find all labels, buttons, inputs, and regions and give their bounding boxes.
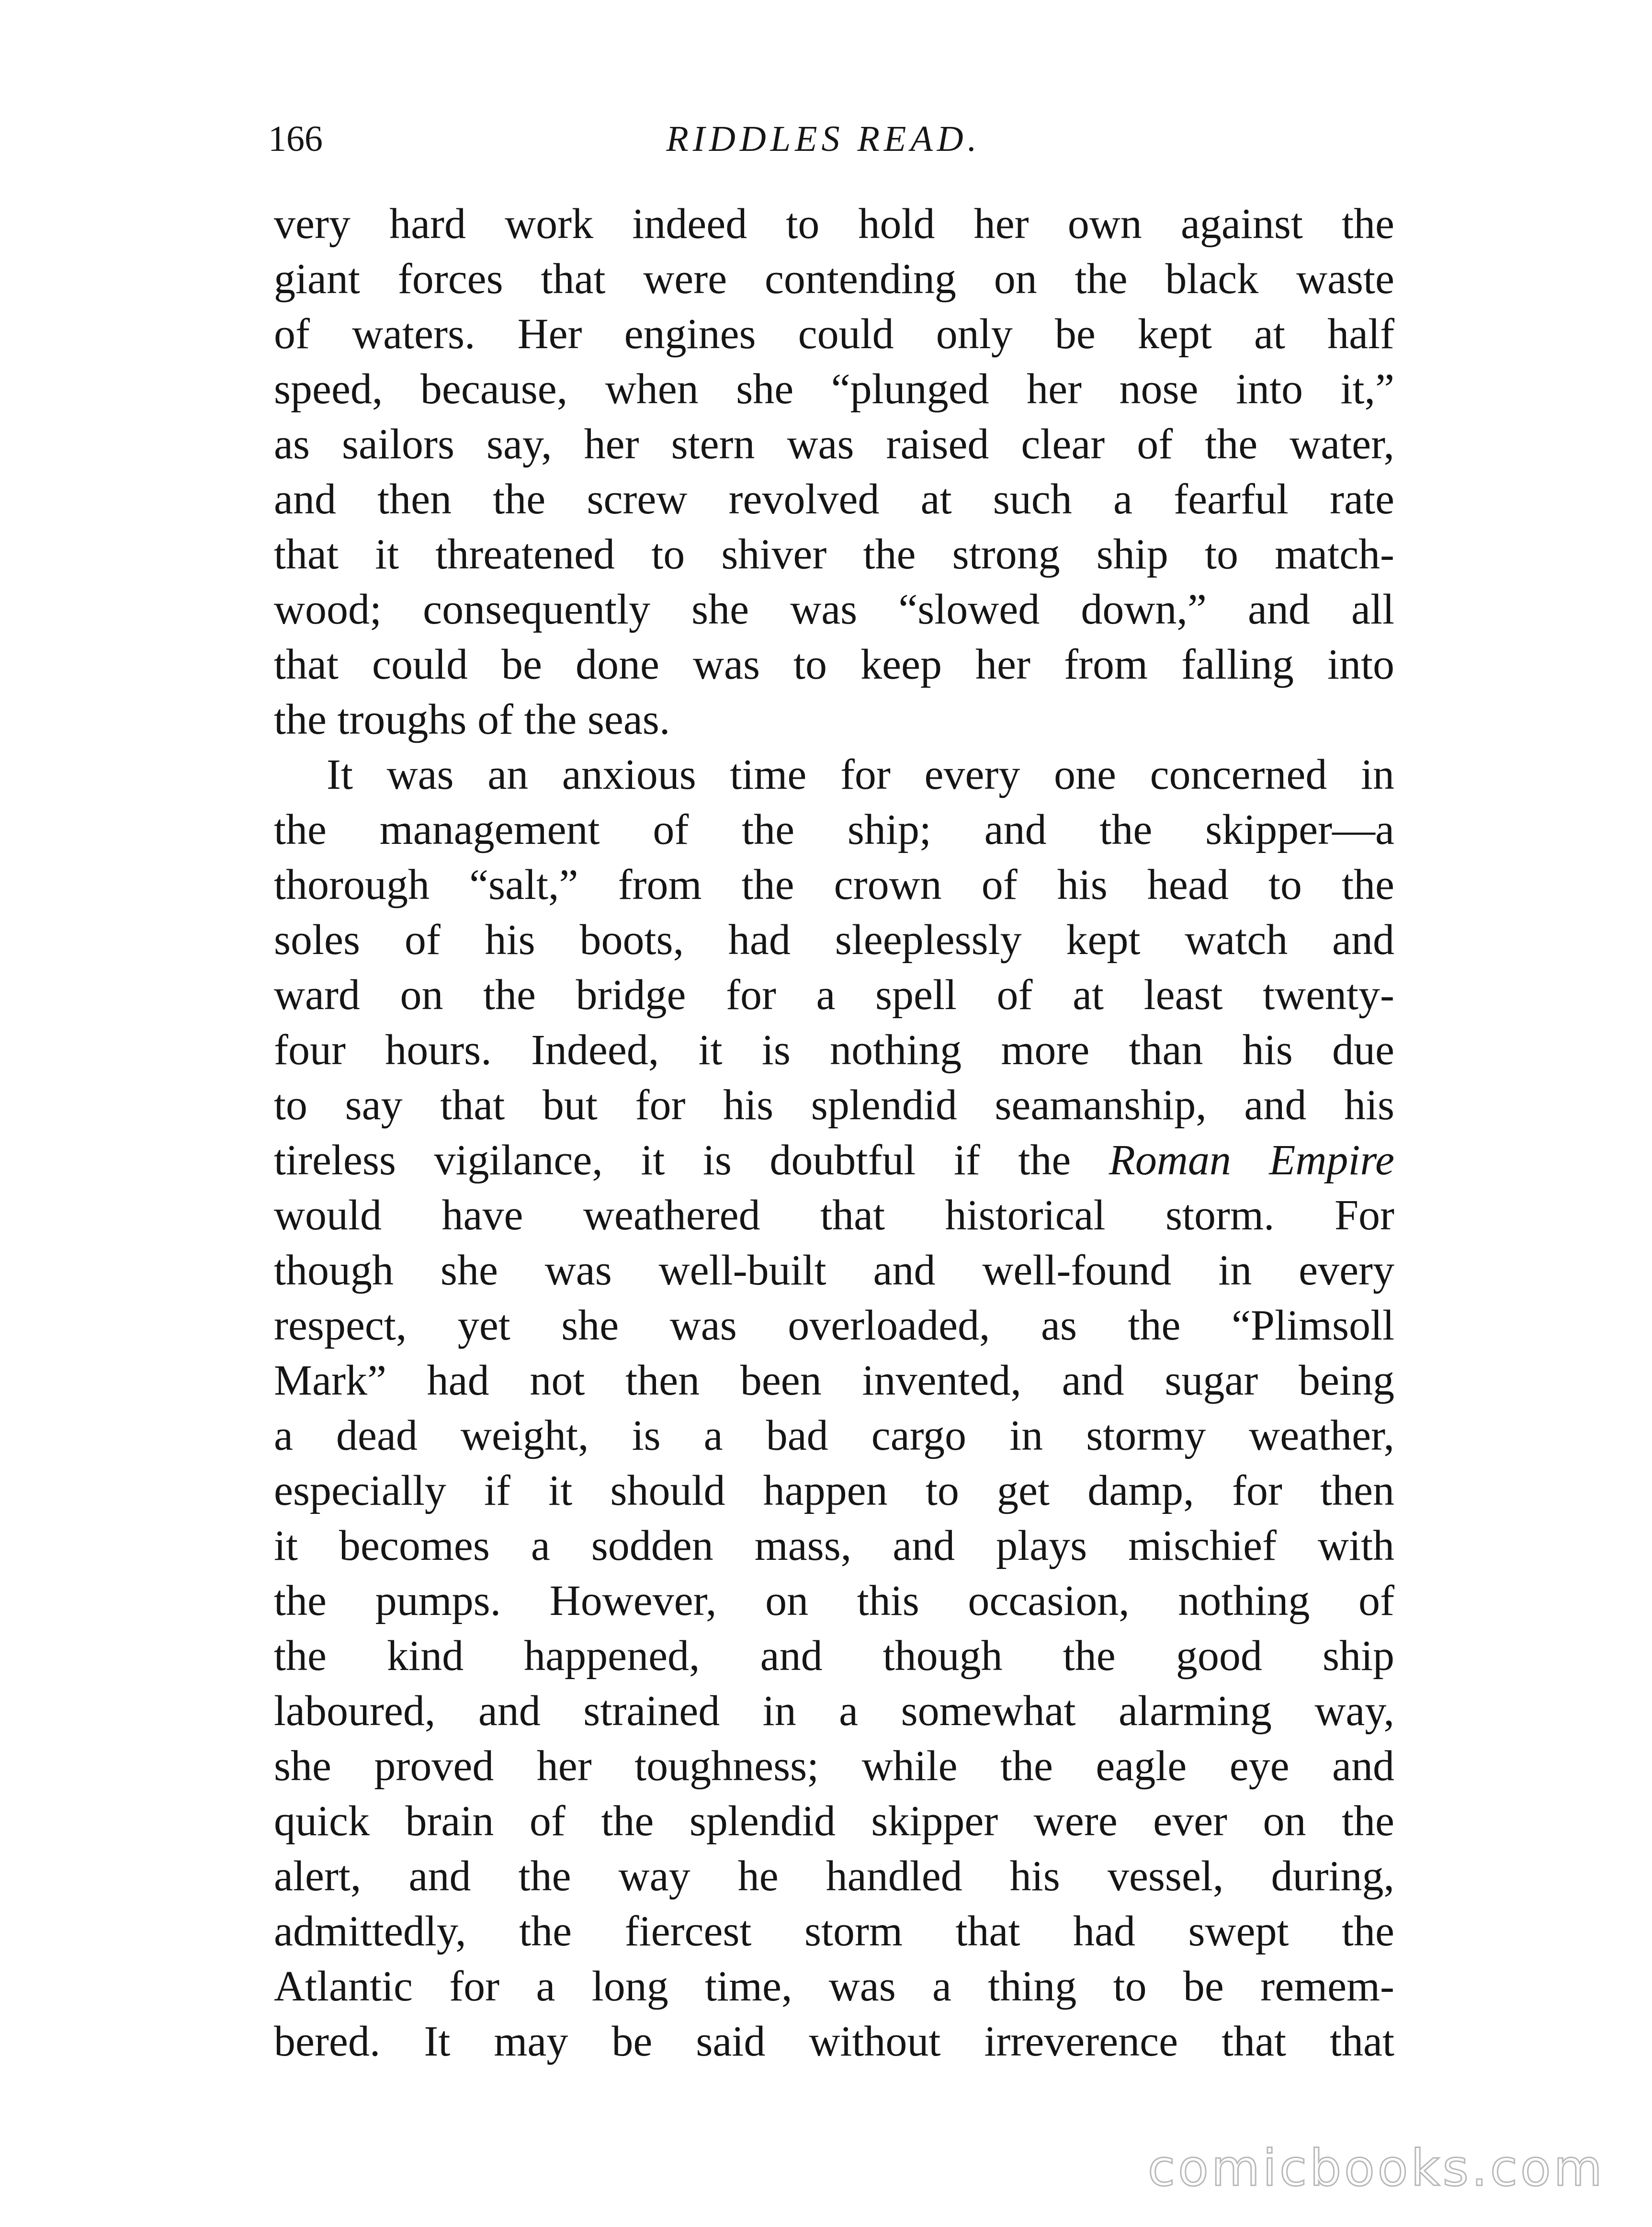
text-line: Mark” had not then been invented, and sugar being bbox=[274, 1357, 1394, 1404]
text-line: wood; consequently she was “slowed down,” and all bbox=[274, 586, 1394, 633]
text-line: giant forces that were contending on the black waste bbox=[274, 255, 1394, 303]
text-line: though she was well-built and well-found in every bbox=[274, 1247, 1394, 1294]
text-line: laboured, and strained in a somewhat alarming way, bbox=[274, 1687, 1394, 1735]
text-line: the management of the ship; and the skipper—a bbox=[274, 806, 1394, 853]
text-line: she proved her toughness; while the eagle eye and bbox=[274, 1742, 1394, 1790]
text-line: ward on the bridge for a spell of at least twenty- bbox=[274, 971, 1394, 1019]
page-header bbox=[268, 115, 1379, 168]
text-line: quick brain of the splendid skipper were ever on the bbox=[274, 1797, 1394, 1845]
body-text bbox=[274, 196, 1394, 2069]
text-line: as sailors say, her stern was raised clear of the water, bbox=[274, 420, 1394, 468]
text-line: thorough “salt,” from the crown of his head to the bbox=[274, 861, 1394, 909]
text-line: speed, because, when she “plunged her nose into it,” bbox=[274, 365, 1394, 413]
text-line: very hard work indeed to hold her own against the bbox=[274, 200, 1394, 248]
text-line: four hours. Indeed, it is nothing more than his due bbox=[274, 1026, 1394, 1074]
text-line: to say that but for his splendid seamanship, and his bbox=[274, 1081, 1394, 1129]
text-line: especially if it should happen to get damp, for then bbox=[274, 1467, 1394, 1514]
text-line: would have weathered that historical storm. For bbox=[274, 1192, 1394, 1239]
running-head: RIDDLES READ. bbox=[666, 119, 981, 159]
text-line: that could be done was to keep her from falling into bbox=[274, 641, 1394, 688]
text-line: respect, yet she was overloaded, as the “Plimsoll bbox=[274, 1302, 1394, 1349]
text-line: a dead weight, is a bad cargo in stormy weather, bbox=[274, 1412, 1394, 1459]
text-line: bered. It may be said without irreverence that that bbox=[274, 2018, 1394, 2065]
paragraph-last-line: the troughs of the seas. bbox=[274, 696, 670, 743]
watermark: comicbooks.com bbox=[1147, 2139, 1605, 2197]
page-number: 166 bbox=[268, 119, 323, 159]
text-segment: tireless vigilance, it is doubtful if the bbox=[274, 1136, 1071, 1184]
text-line: alert, and the way he handled his vessel, during, bbox=[274, 1852, 1394, 1900]
text-line-with-italic bbox=[274, 1133, 1394, 1188]
text-line: of waters. Her engines could only be kept at half bbox=[274, 310, 1394, 358]
italic-ship-name: Roman Empire bbox=[1109, 1136, 1394, 1184]
text-line: admittedly, the fiercest storm that had swept the bbox=[274, 1908, 1394, 1955]
text-line: Atlantic for a long time, was a thing to be remem- bbox=[274, 1963, 1394, 2010]
text-line: that it threatened to shiver the strong ship to match- bbox=[274, 531, 1394, 578]
text-line: the kind happened, and though the good ship bbox=[274, 1632, 1394, 1680]
text-line: soles of his boots, had sleeplessly kept watch and bbox=[274, 916, 1394, 964]
paragraph-first-line: It was an anxious time for every one concerned in bbox=[327, 751, 1394, 798]
text-line: it becomes a sodden mass, and plays mischief with bbox=[274, 1522, 1394, 1569]
text-line: the pumps. However, on this occasion, nothing of bbox=[274, 1577, 1394, 1625]
text-line: and then the screw revolved at such a fearful rate bbox=[274, 476, 1394, 523]
